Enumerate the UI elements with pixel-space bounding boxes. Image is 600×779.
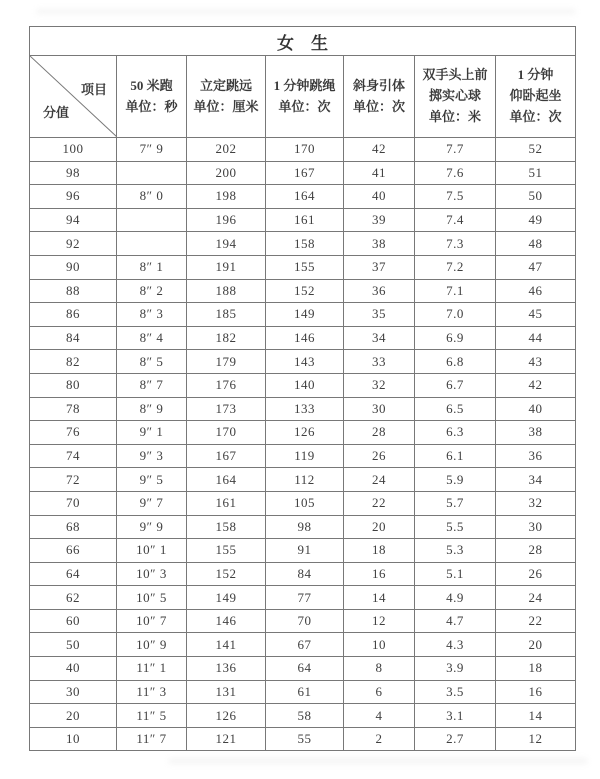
score-cell: 20 [30,704,117,728]
score-cell: 74 [30,444,117,468]
value-cell: 37 [344,255,415,279]
column-header-line: 斜身引体 [352,77,405,93]
value-cell: 16 [496,680,576,704]
value-cell: 12 [496,727,576,751]
value-cell: 34 [496,468,576,492]
score-cell: 100 [30,138,117,162]
column-header [344,56,415,138]
score-cell: 68 [30,515,117,539]
table-row [30,421,576,445]
value-cell: 11″ 3 [117,680,187,704]
value-cell: 2.7 [415,727,496,751]
value-cell: 98 [266,515,344,539]
table-row [30,373,576,397]
value-cell: 24 [496,586,576,610]
value-cell: 6 [344,680,415,704]
value-cell: 155 [187,539,266,563]
value-cell: 4.9 [415,586,496,610]
value-cell: 26 [344,444,415,468]
value-cell: 8″ 3 [117,303,187,327]
value-cell: 70 [266,609,344,633]
table-row [30,680,576,704]
value-cell: 7″ 9 [117,138,187,162]
score-cell: 82 [30,350,117,374]
value-cell: 176 [187,373,266,397]
value-cell: 16 [344,562,415,586]
score-cell: 60 [30,609,117,633]
value-cell: 155 [266,255,344,279]
value-cell: 9″ 7 [117,491,187,515]
value-cell: 105 [266,491,344,515]
value-cell: 38 [496,421,576,445]
score-cell: 86 [30,303,117,327]
column-header-line: 单位：厘米 [193,98,259,114]
value-cell: 7.6 [415,161,496,185]
value-cell: 49 [496,208,576,232]
column-header [117,56,187,138]
value-cell: 11″ 5 [117,704,187,728]
value-cell: 18 [344,539,415,563]
value-cell: 3.9 [415,657,496,681]
value-cell: 48 [496,232,576,256]
value-cell: 55 [266,727,344,751]
value-cell: 45 [496,303,576,327]
table-row [30,515,576,539]
table-row [30,397,576,421]
value-cell: 5.9 [415,468,496,492]
value-cell: 34 [344,326,415,350]
value-cell: 179 [187,350,266,374]
score-cell: 72 [30,468,117,492]
value-cell: 152 [187,562,266,586]
column-header-line: 单位：次 [352,98,405,114]
table-title: 女 生 [30,27,576,56]
value-cell: 8″ 9 [117,397,187,421]
value-cell: 40 [344,185,415,209]
value-cell: 22 [344,491,415,515]
value-cell: 7.1 [415,279,496,303]
value-cell: 9″ 5 [117,468,187,492]
column-header-line: 掷实心球 [428,88,481,104]
value-cell: 44 [496,326,576,350]
value-cell: 9″ 9 [117,515,187,539]
value-cell: 185 [187,303,266,327]
value-cell: 121 [187,727,266,751]
value-cell: 7.7 [415,138,496,162]
table-row [30,138,576,162]
value-cell: 36 [496,444,576,468]
score-cell: 84 [30,326,117,350]
value-cell: 188 [187,279,266,303]
value-cell: 136 [187,657,266,681]
score-cell: 88 [30,279,117,303]
table-row [30,208,576,232]
value-cell: 7.2 [415,255,496,279]
value-cell: 77 [266,586,344,610]
column-header-line: 1 分钟 [517,67,554,83]
table-row [30,657,576,681]
table-row [30,350,576,374]
table-row [30,633,576,657]
value-cell: 10″ 1 [117,539,187,563]
value-cell: 167 [187,444,266,468]
column-header-line: 单位：次 [509,108,562,124]
value-cell: 161 [187,491,266,515]
value-cell: 14 [344,586,415,610]
value-cell: 8″ 0 [117,185,187,209]
value-cell: 126 [266,421,344,445]
column-header-line: 1 分钟跳绳 [273,77,336,93]
score-cell: 76 [30,421,117,445]
value-cell: 28 [344,421,415,445]
value-cell: 112 [266,468,344,492]
column-header-line: 单位：秒 [125,98,178,114]
value-cell: 32 [496,491,576,515]
value-cell: 5.3 [415,539,496,563]
value-cell: 47 [496,255,576,279]
value-cell: 35 [344,303,415,327]
score-cell: 90 [30,255,117,279]
column-header-line: 单位：米 [428,108,481,124]
column-header-line: 立定跳远 [199,77,252,93]
table-row [30,232,576,256]
value-cell: 50 [496,185,576,209]
score-cell: 80 [30,373,117,397]
value-cell: 6.1 [415,444,496,468]
value-cell: 10″ 3 [117,562,187,586]
value-cell [117,208,187,232]
value-cell: 8″ 2 [117,279,187,303]
watermark-smudge-bottom [168,758,588,764]
score-cell: 30 [30,680,117,704]
corner-header-cell [30,56,117,138]
table-row [30,185,576,209]
value-cell: 12 [344,609,415,633]
corner-label-project: 项目 [80,82,107,97]
value-cell: 22 [496,609,576,633]
value-cell: 196 [187,208,266,232]
column-header-line: 双手头上前 [422,67,488,83]
table-row [30,562,576,586]
table-row [30,704,576,728]
value-cell: 3.1 [415,704,496,728]
value-cell: 198 [187,185,266,209]
value-cell: 8″ 5 [117,350,187,374]
value-cell: 191 [187,255,266,279]
score-cell: 78 [30,397,117,421]
value-cell: 32 [344,373,415,397]
value-cell: 30 [344,397,415,421]
value-cell: 6.5 [415,397,496,421]
value-cell: 5.5 [415,515,496,539]
corner-label-score: 分值 [43,105,70,121]
value-cell: 167 [266,161,344,185]
value-cell: 11″ 7 [117,727,187,751]
value-cell: 58 [266,704,344,728]
score-table-container [29,26,576,751]
value-cell: 3.5 [415,680,496,704]
value-cell: 30 [496,515,576,539]
value-cell: 64 [266,657,344,681]
table-row [30,255,576,279]
table-row [30,609,576,633]
value-cell: 43 [496,350,576,374]
value-cell: 7.3 [415,232,496,256]
value-cell: 11″ 1 [117,657,187,681]
column-header [187,56,266,138]
value-cell: 20 [496,633,576,657]
girls-fitness-score-table [29,26,576,751]
value-cell: 7.0 [415,303,496,327]
column-header [415,56,496,138]
value-cell: 170 [187,421,266,445]
value-cell: 170 [266,138,344,162]
value-cell: 158 [266,232,344,256]
score-cell: 98 [30,161,117,185]
value-cell: 146 [266,326,344,350]
value-cell: 6.9 [415,326,496,350]
score-cell: 96 [30,185,117,209]
value-cell: 5.1 [415,562,496,586]
value-cell: 141 [187,633,266,657]
value-cell: 10 [344,633,415,657]
value-cell: 18 [496,657,576,681]
table-row [30,444,576,468]
value-cell: 7.4 [415,208,496,232]
value-cell: 14 [496,704,576,728]
score-cell: 92 [30,232,117,256]
value-cell: 10″ 7 [117,609,187,633]
value-cell: 158 [187,515,266,539]
value-cell: 4.3 [415,633,496,657]
value-cell: 4 [344,704,415,728]
value-cell: 194 [187,232,266,256]
value-cell: 20 [344,515,415,539]
value-cell: 4.7 [415,609,496,633]
value-cell: 2 [344,727,415,751]
value-cell: 67 [266,633,344,657]
value-cell: 33 [344,350,415,374]
value-cell: 182 [187,326,266,350]
value-cell: 152 [266,279,344,303]
value-cell: 200 [187,161,266,185]
value-cell: 202 [187,138,266,162]
value-cell: 133 [266,397,344,421]
value-cell: 42 [496,373,576,397]
table-row [30,161,576,185]
value-cell: 51 [496,161,576,185]
value-cell: 7.5 [415,185,496,209]
value-cell: 26 [496,562,576,586]
value-cell: 61 [266,680,344,704]
value-cell: 6.7 [415,373,496,397]
score-cell: 94 [30,208,117,232]
value-cell: 149 [187,586,266,610]
value-cell: 126 [187,704,266,728]
value-cell: 143 [266,350,344,374]
value-cell: 42 [344,138,415,162]
value-cell: 8″ 4 [117,326,187,350]
value-cell: 39 [344,208,415,232]
score-cell: 66 [30,539,117,563]
value-cell: 10″ 9 [117,633,187,657]
value-cell: 161 [266,208,344,232]
score-cell: 70 [30,491,117,515]
table-row [30,491,576,515]
column-header-line: 50 米跑 [130,77,173,93]
value-cell: 38 [344,232,415,256]
value-cell: 6.3 [415,421,496,445]
value-cell: 10″ 5 [117,586,187,610]
value-cell: 46 [496,279,576,303]
value-cell [117,232,187,256]
value-cell: 41 [344,161,415,185]
value-cell: 6.8 [415,350,496,374]
value-cell: 8″ 1 [117,255,187,279]
column-header [266,56,344,138]
value-cell: 164 [266,185,344,209]
column-header-line: 仰卧起坐 [509,88,562,104]
value-cell: 36 [344,279,415,303]
table-row [30,586,576,610]
value-cell: 9″ 1 [117,421,187,445]
value-cell: 5.7 [415,491,496,515]
value-cell: 131 [187,680,266,704]
table-row [30,727,576,751]
value-cell: 8″ 7 [117,373,187,397]
score-cell: 62 [30,586,117,610]
table-row [30,303,576,327]
value-cell: 8 [344,657,415,681]
title-row [30,27,576,56]
table-row [30,468,576,492]
table-row [30,279,576,303]
score-cell: 10 [30,727,117,751]
score-cell: 50 [30,633,117,657]
score-cell: 40 [30,657,117,681]
value-cell: 52 [496,138,576,162]
value-cell: 91 [266,539,344,563]
value-cell: 119 [266,444,344,468]
value-cell: 84 [266,562,344,586]
column-header [496,56,576,138]
value-cell: 28 [496,539,576,563]
value-cell: 146 [187,609,266,633]
score-cell: 64 [30,562,117,586]
column-header-row [30,56,576,138]
value-cell: 173 [187,397,266,421]
table-row [30,539,576,563]
value-cell: 40 [496,397,576,421]
value-cell: 140 [266,373,344,397]
column-header-line: 单位：次 [278,98,331,114]
watermark-smudge-top [36,9,576,14]
table-row [30,326,576,350]
value-cell: 149 [266,303,344,327]
value-cell: 24 [344,468,415,492]
value-cell [117,161,187,185]
value-cell: 9″ 3 [117,444,187,468]
value-cell: 164 [187,468,266,492]
